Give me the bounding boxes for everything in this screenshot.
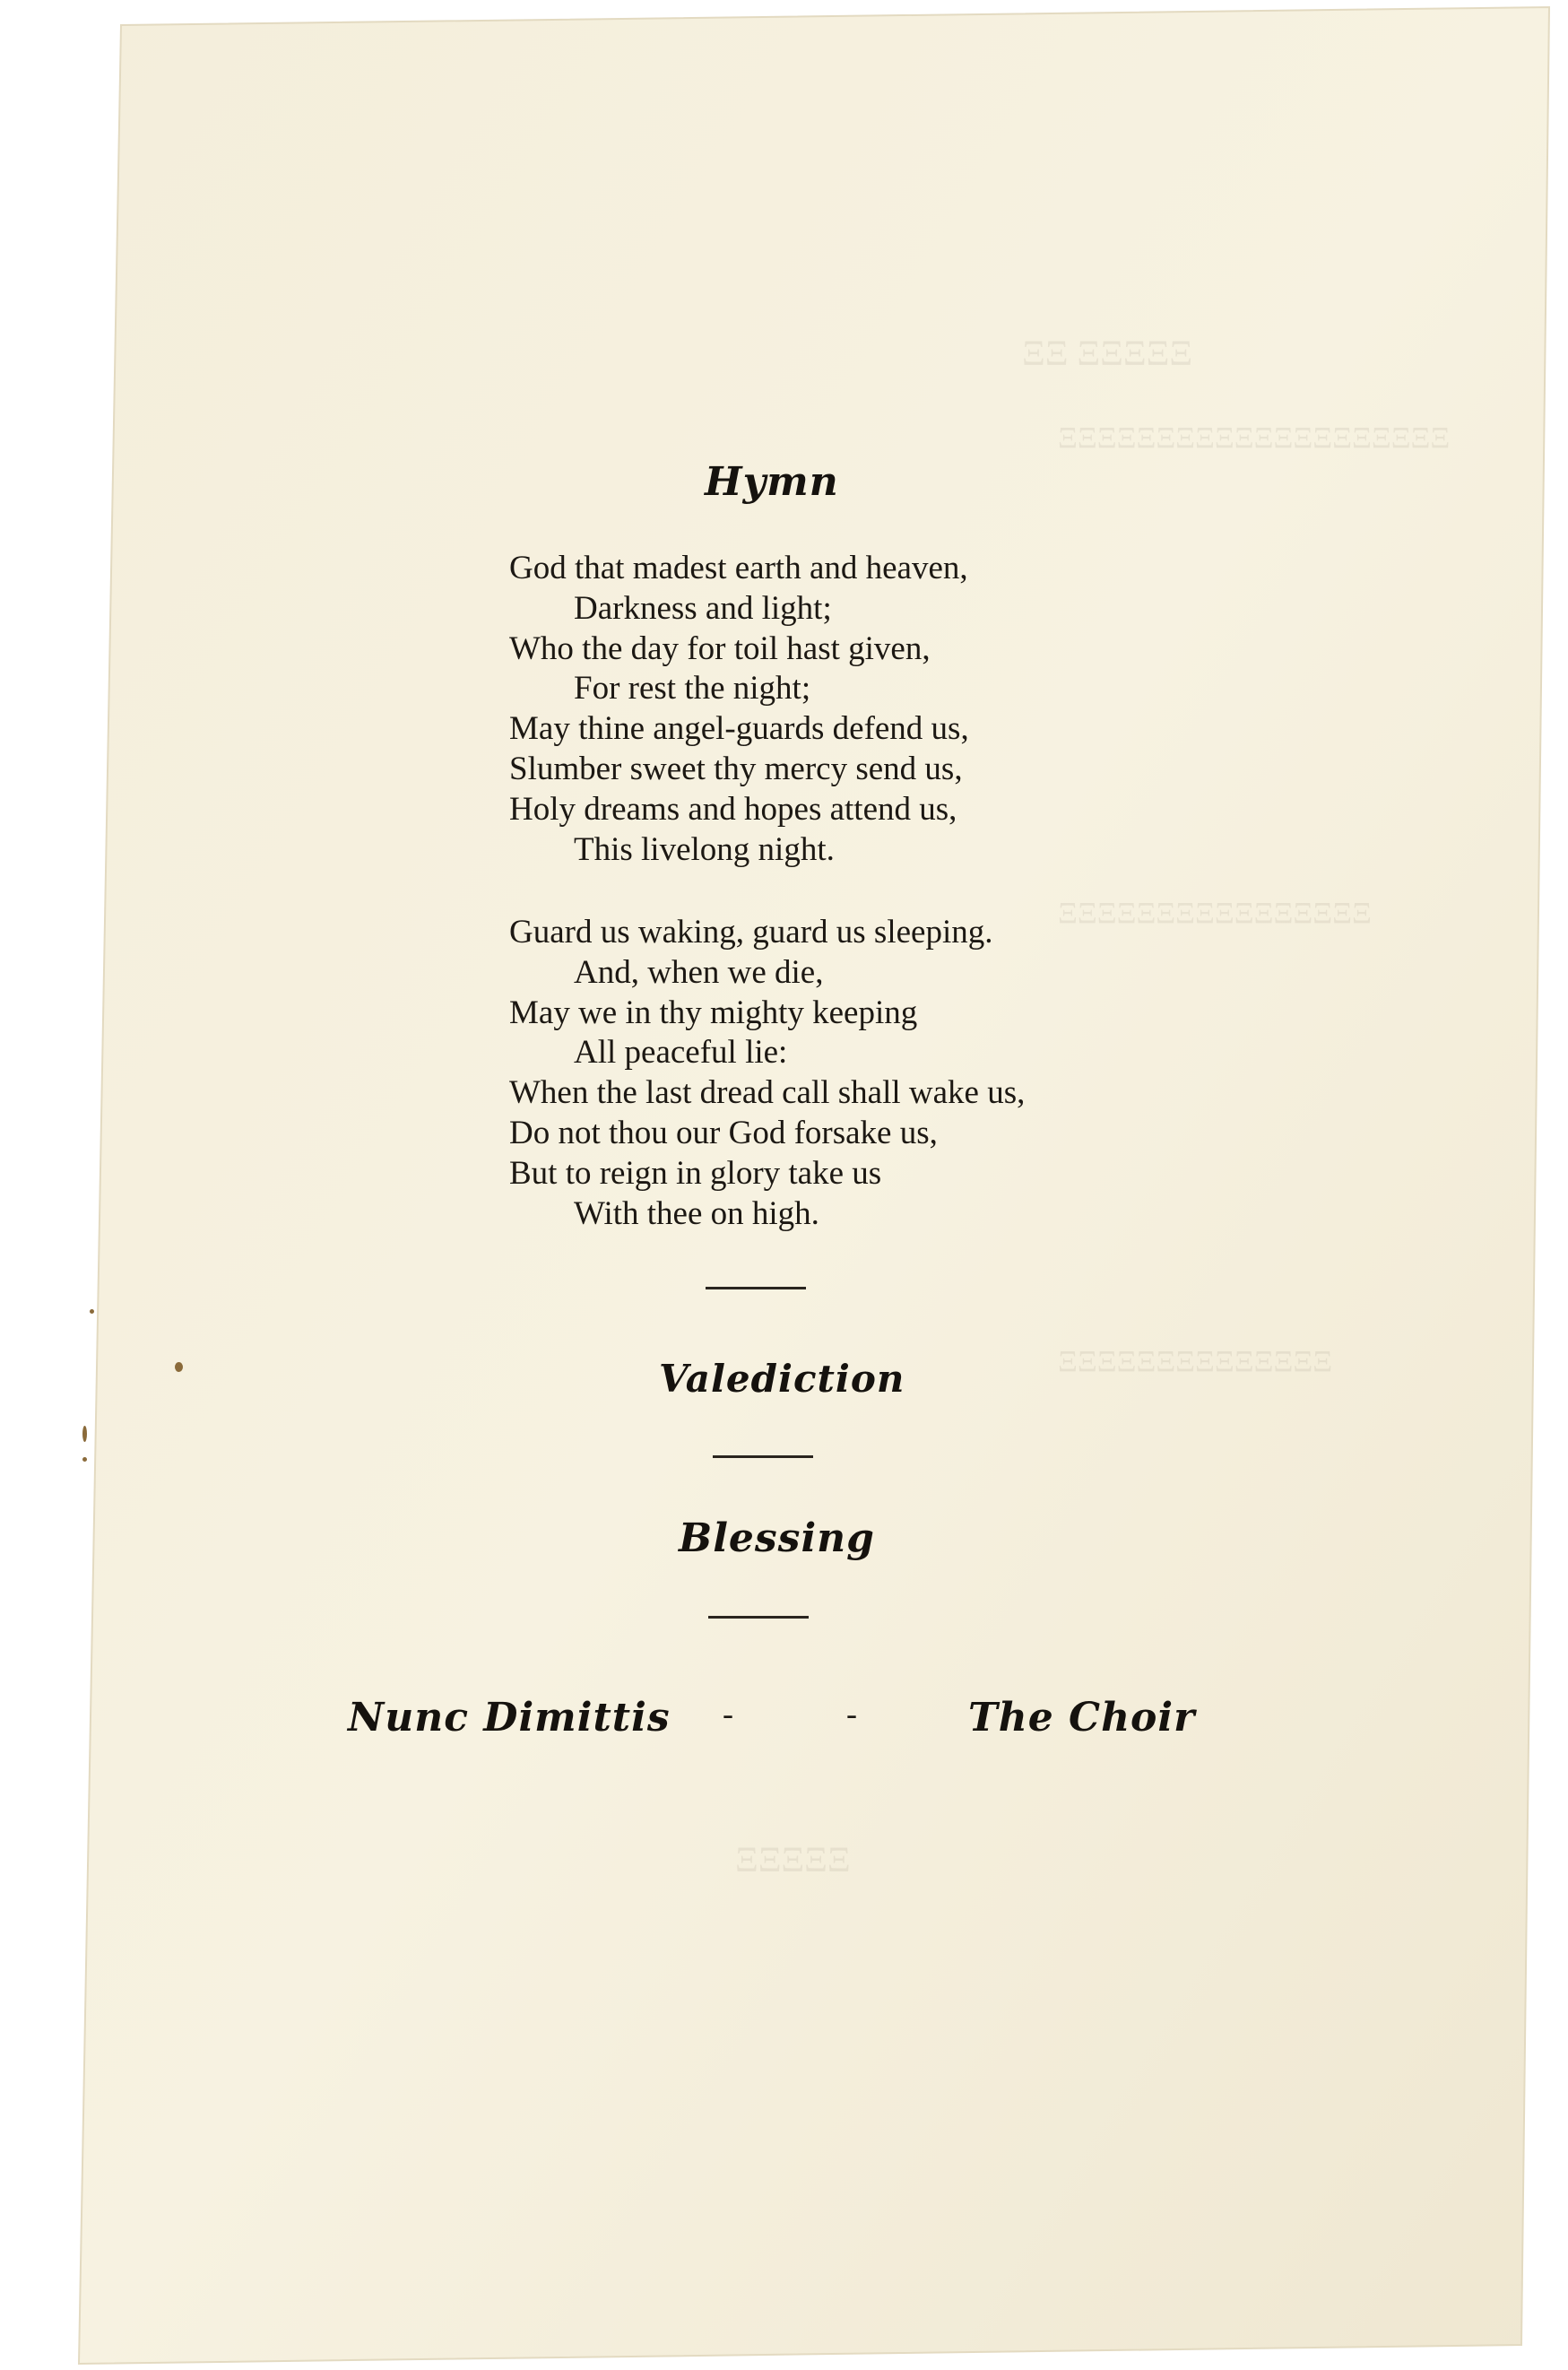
- hymn-line: May thine angel-guards defend us,: [509, 710, 969, 748]
- hymn-line: God that madest earth and heaven,: [509, 550, 968, 586]
- hymn-line: May we in thy mighty keeping: [509, 994, 918, 1031]
- hymn-stanza-1: [509, 549, 969, 870]
- show-through-text: ΞΞΞΞΞΞΞΞΞΞΞΞΞΞΞΞΞΞΞΞ: [1058, 421, 1451, 455]
- hymn-line: Guard us waking, guard us sleeping.: [509, 914, 993, 951]
- blessing-heading: Blessing: [679, 1515, 875, 1561]
- valediction-heading: Valediction: [659, 1357, 905, 1401]
- section-divider: [706, 1287, 806, 1289]
- performer-name: The Choir: [968, 1695, 1196, 1741]
- hymn-line: For rest the night;: [574, 670, 811, 708]
- hymn-line: This livelong night.: [574, 830, 835, 868]
- hymn-line: Who the day for toil hast given,: [509, 629, 931, 667]
- show-through-text: ΞΞΞΞΞ ΞΞ: [1022, 333, 1193, 373]
- section-divider: [713, 1455, 813, 1458]
- separator-dash: -: [723, 1696, 733, 1732]
- section-divider: [708, 1616, 809, 1619]
- hymn-line: Holy dreams and hopes attend us,: [509, 790, 957, 828]
- hymn-line: And, when we die,: [574, 953, 824, 991]
- hymn-line: All peaceful lie:: [574, 1034, 788, 1072]
- hymn-heading: Hymn: [705, 459, 839, 505]
- hymn-line: Do not thou our God forsake us,: [509, 1114, 938, 1151]
- show-through-text: ΞΞΞΞΞΞΞΞΞΞΞΞΞΞΞΞ: [1058, 897, 1372, 930]
- hymn-line: Slumber sweet thy mercy send us,: [509, 750, 963, 787]
- hymn-stanza-2: [509, 913, 1025, 1234]
- nunc-dimittis-title: Nunc Dimittis: [348, 1695, 671, 1741]
- show-through-text: ΞΞΞΞΞΞΞΞΞΞΞΞΞΞ: [1058, 1345, 1333, 1378]
- hymn-line: But to reign in glory take us: [509, 1154, 882, 1192]
- show-through-text: ΞΞΞΞΞ: [735, 1839, 851, 1880]
- hymn-line: Darkness and light;: [574, 589, 832, 627]
- separator-dash: -: [846, 1696, 857, 1732]
- hymn-line: With thee on high.: [574, 1194, 819, 1232]
- hymn-line: When the last dread call shall wake us,: [509, 1074, 1026, 1112]
